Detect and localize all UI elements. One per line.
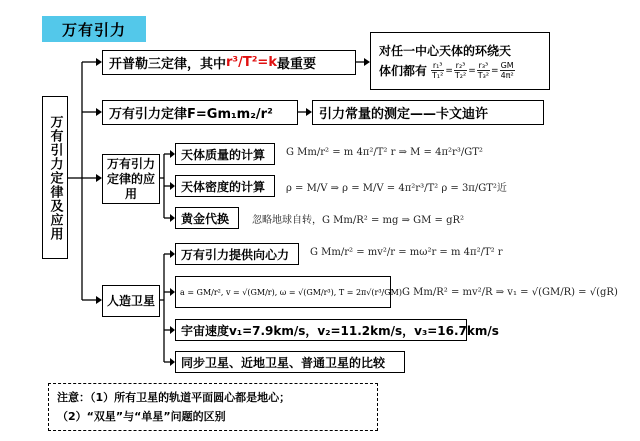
kepler-formula: r³/T²=k xyxy=(226,55,277,70)
kepler-box-line2: 体们都有 xyxy=(379,64,428,78)
kepler-laws-box xyxy=(102,50,356,75)
note-line-2: （2）“双星”与“单星”问题的区别 xyxy=(57,410,226,423)
note-box xyxy=(48,383,378,431)
eq-part: T₂² xyxy=(454,71,467,80)
density-calc-formula: ρ = M/V ⇒ ρ = M/V = 4π²r³/T² ρ = 3π/GT²近 xyxy=(286,183,507,194)
golden-substitution-formula: 忽略地球自转，G Mm/R² = mg ⇒ GM = gR² xyxy=(252,215,465,226)
eq-part: 4π² xyxy=(500,71,514,80)
mass-calc-box: 天体质量的计算 xyxy=(175,143,275,165)
note-line-1: 注意：（1）所有卫星的轨道平面圆心都是地心； xyxy=(57,391,291,404)
page-title: 万有引力 xyxy=(42,16,146,42)
kepler-label-pre: 开普勒三定律，其中 xyxy=(109,57,227,72)
kepler-label-post: 最重要 xyxy=(276,57,316,72)
eq-part: = xyxy=(468,65,476,76)
cosmic-velocity-box: 宇宙速度v₁=7.9km/s，v₂=11.2km/s，v₃=16.7km/s xyxy=(175,319,467,341)
eq-part: T₃² xyxy=(477,71,490,80)
satellite-box: 人造卫星 xyxy=(102,285,160,317)
root-topic: 万有引力定律及应用 xyxy=(42,96,68,259)
eq-part: r₃³ xyxy=(478,61,489,70)
application-box: 万有引力定律的应用 xyxy=(102,154,160,204)
centripetal-force-box: 万有引力提供向心力 xyxy=(175,243,299,265)
density-calc-box: 天体密度的计算 xyxy=(175,175,275,197)
eq-part: = xyxy=(491,65,499,76)
eq-part: = xyxy=(445,65,453,76)
gravitational-constant-box: 引力常量的测定——卡文迪许 xyxy=(312,100,544,125)
eq-part: GM xyxy=(500,61,514,70)
kepler-box-line1: 对任一中心天体的环绕天 xyxy=(379,44,512,58)
first-cosmic-velocity-formula: G Mm/R² = mv²/R ⇒ v₁ = √(GM/R) = √(gR) xyxy=(402,287,618,298)
eq-part: r₁³ xyxy=(432,61,443,70)
eq-part: T₁² xyxy=(432,71,444,80)
gravity-law-box: 万有引力定律F=Gm₁m₂/r² xyxy=(102,100,298,125)
centripetal-force-formula: G Mm/r² = mv²/r = mω²r = m 4π²/T² r xyxy=(310,247,503,258)
mass-calc-formula: G Mm/r² = m 4π²/T² r ⇒ M = 4π²r³/GT² xyxy=(286,147,483,158)
golden-substitution-box: 黄金代换 xyxy=(175,207,239,229)
orbital-relations-box: a = GM/r², v = √(GM/r), ω = √(GM/r³), T = 2π√(r³/GM) xyxy=(175,276,391,308)
eq-part: r₂³ xyxy=(455,61,466,70)
satellite-comparison-box: 同步卫星、近地卫星、普通卫星的比较 xyxy=(175,351,405,373)
kepler-third-law-box xyxy=(370,32,550,90)
